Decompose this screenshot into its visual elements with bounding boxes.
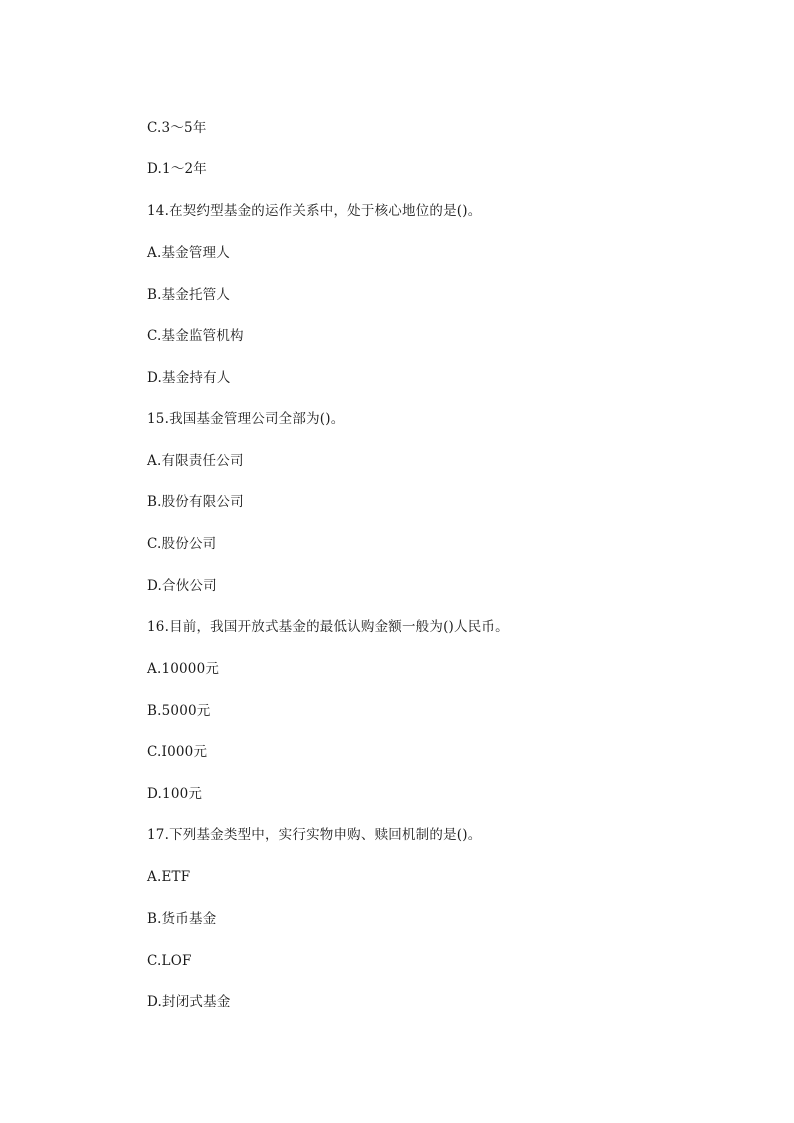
option-b-q16: B.5000元: [147, 703, 211, 719]
option-a-q17: A.ETF: [147, 869, 191, 885]
question-17: 17.下列基金类型中，实行实物申购、赎回机制的是()。: [147, 827, 482, 843]
option-b-q14: B.基金托管人: [147, 287, 231, 303]
option-a-q15: A.有限责任公司: [147, 453, 244, 469]
option-b-q17: B.货币基金: [147, 911, 217, 927]
option-c-q16: C.I000元: [147, 744, 208, 760]
question-14: 14.在契约型基金的运作关系中，处于核心地位的是()。: [147, 203, 482, 219]
option-c-q15: C.股份公司: [147, 536, 217, 552]
option-b-q15: B.股份有限公司: [147, 494, 244, 510]
question-16: 16.目前，我国开放式基金的最低认购金额一般为()人民币。: [147, 619, 509, 635]
option-c-q13: C.3～5年: [147, 120, 207, 136]
option-c-q17: C.LOF: [147, 953, 192, 969]
option-d-q15: D.合伙公司: [147, 578, 217, 594]
question-15: 15.我国基金管理公司全部为()。: [147, 411, 345, 427]
option-a-q16: A.10000元: [147, 661, 220, 677]
option-d-q14: D.基金持有人: [147, 370, 231, 386]
option-a-q14: A.基金管理人: [147, 245, 230, 261]
option-d-q13: D.1～2年: [147, 161, 208, 177]
option-c-q14: C.基金监管机构: [147, 328, 244, 344]
option-d-q16: D.100元: [147, 786, 203, 802]
option-d-q17: D.封闭式基金: [147, 994, 231, 1010]
